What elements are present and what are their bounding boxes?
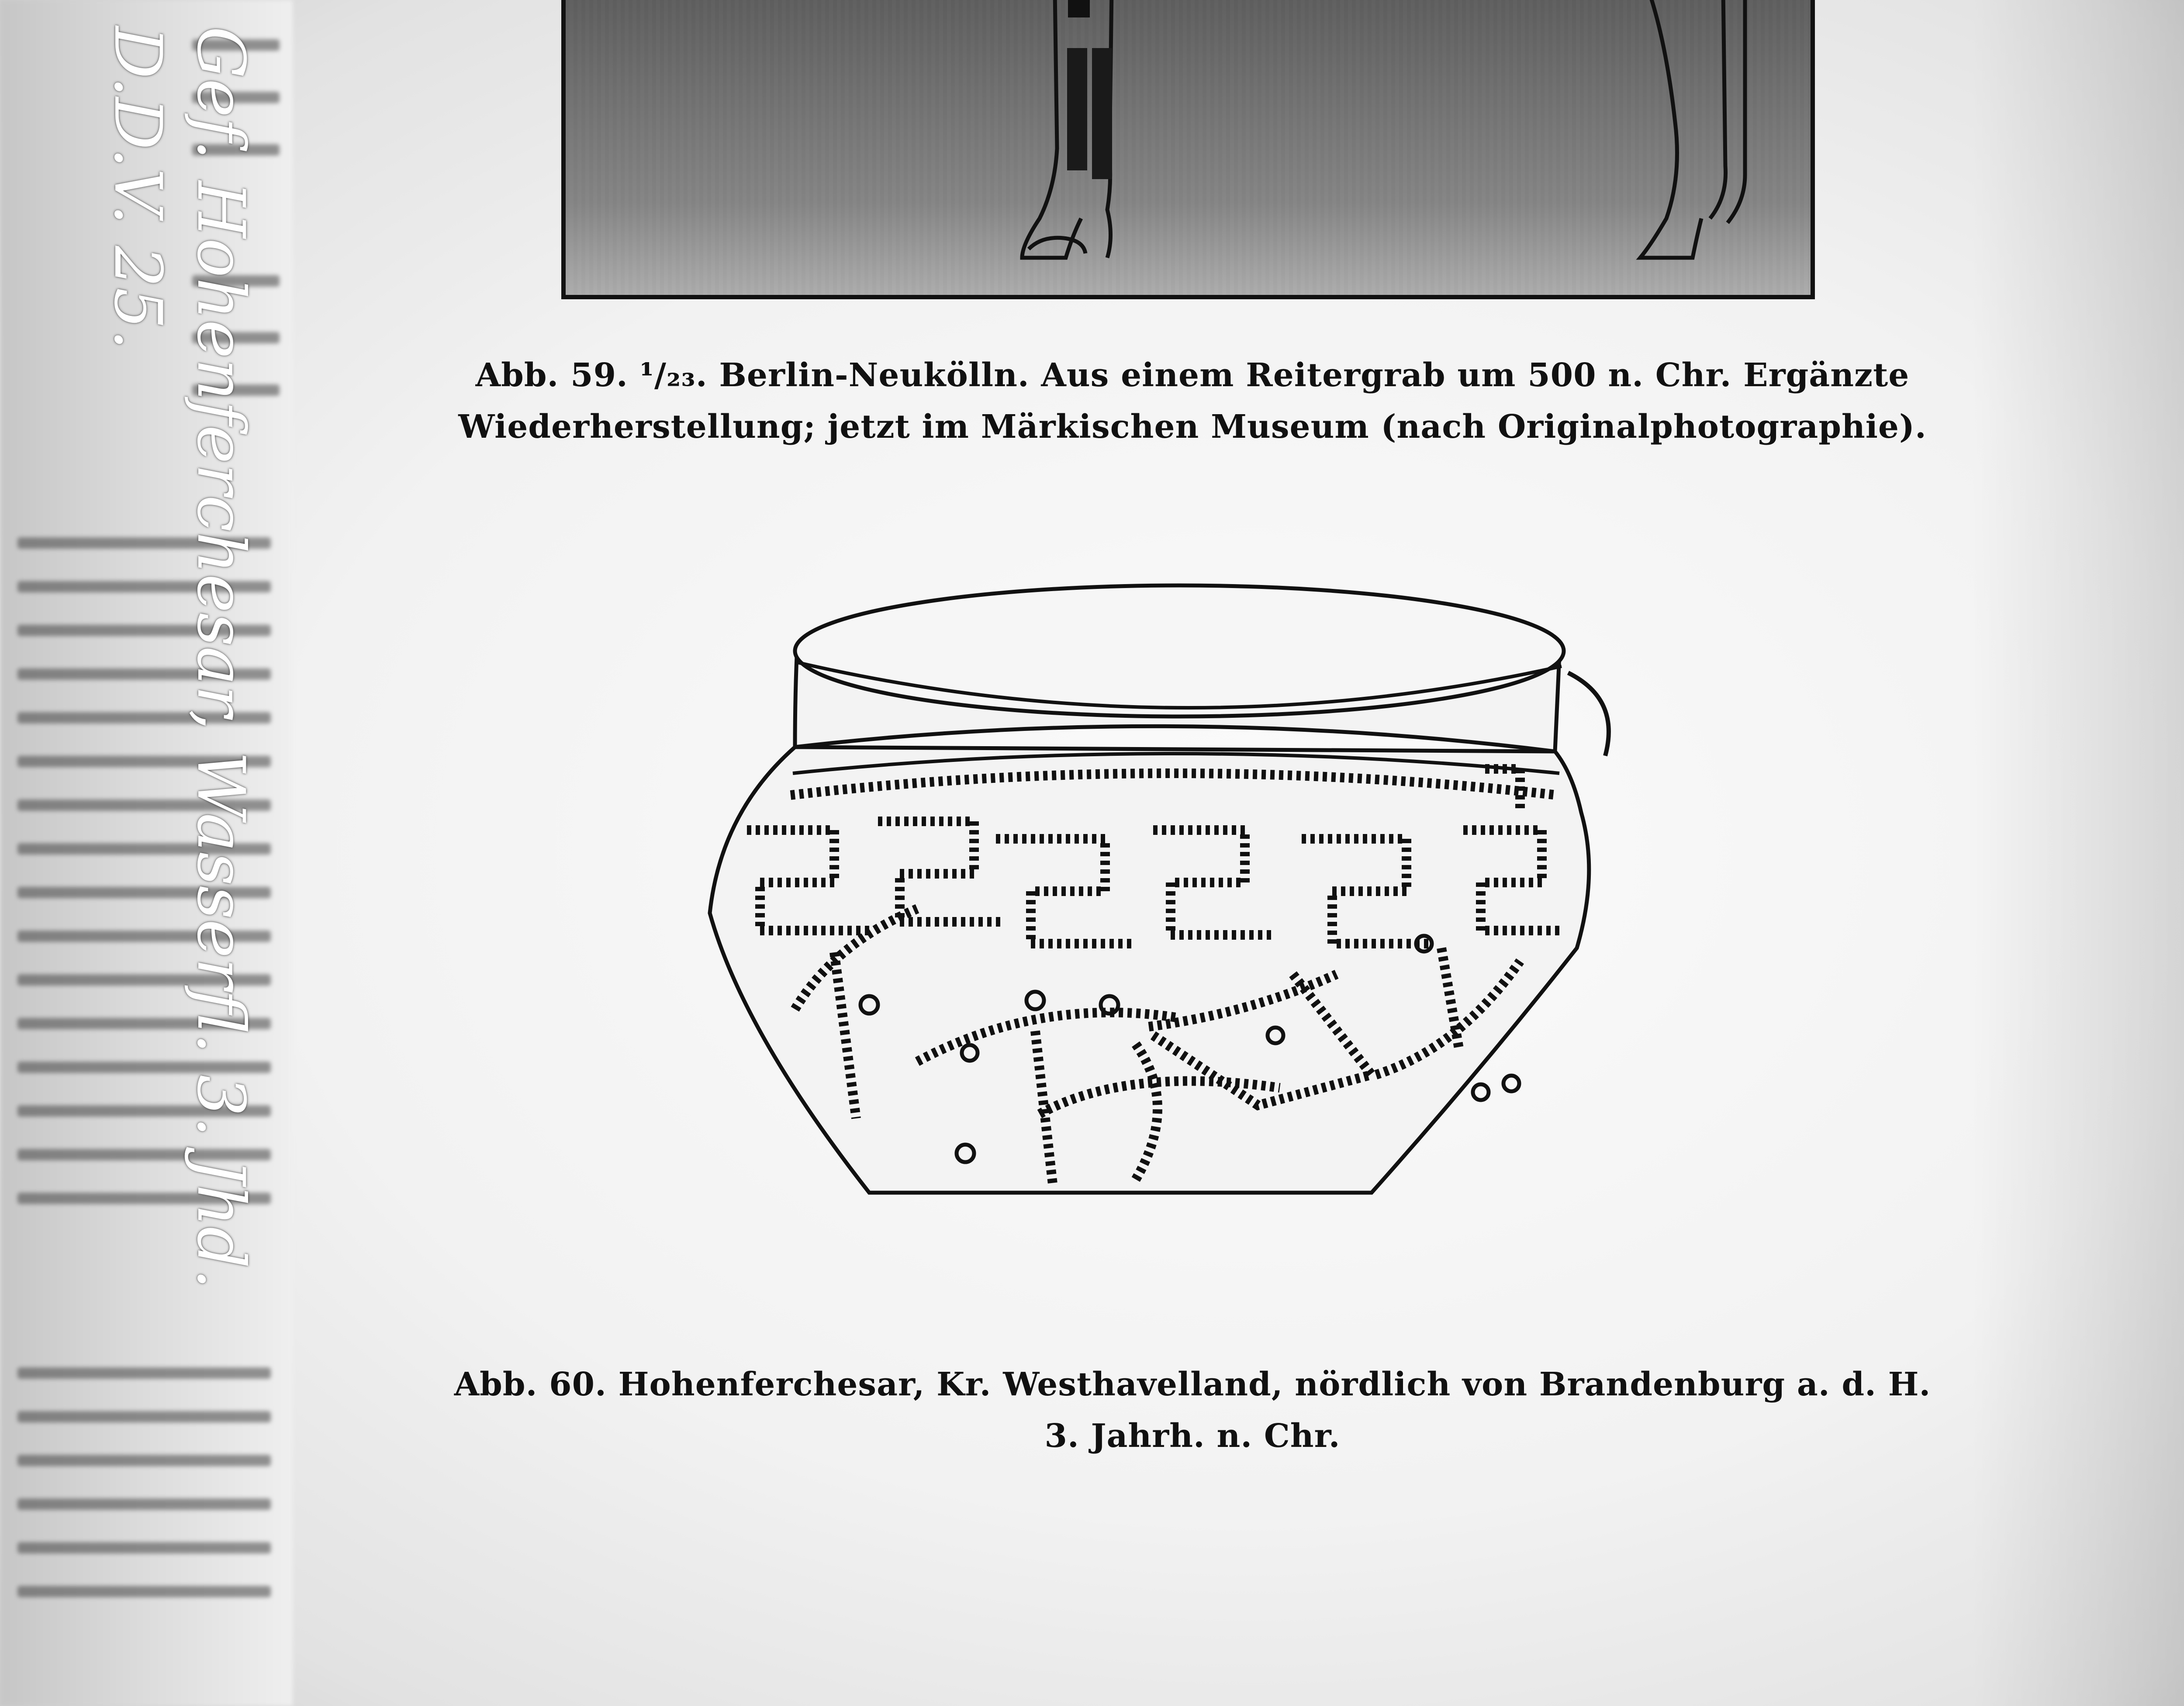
handwritten-note-line1: Gef. Hohenferchesar, Wasserfl. 3. Jhd. (183, 26, 259, 1290)
handwritten-note-line2: D.D.V. 25. (100, 26, 176, 350)
figure-60-urn-drawing (690, 568, 1682, 1332)
figure-59-caption (446, 350, 1939, 453)
figure-60-caption-line2: 3. Jahrh. n. Chr. (1044, 1417, 1341, 1455)
handwritten-note (0, 26, 262, 1669)
page-edge-shadow (1971, 0, 2184, 1706)
figure-59-caption-line2: Wiederherstellung; jetzt im Märkischen Museum (nach Originalphotographie). (458, 408, 1927, 446)
figure-59-photograph (561, 0, 1815, 299)
horse-legs-drawing (566, 0, 1811, 297)
figure-60-caption (450, 1359, 1935, 1462)
figure-60-caption-line1: Abb. 60. Hohenferchesar, Kr. Westhavelland, nördlich von Brandenburg a. d. H. (454, 1366, 1931, 1403)
figure-59-caption-line1: Abb. 59. ¹/₂₃. Berlin-Neukölln. Aus einem Reitergrab um 500 n. Chr. Ergänzte (475, 356, 1910, 394)
